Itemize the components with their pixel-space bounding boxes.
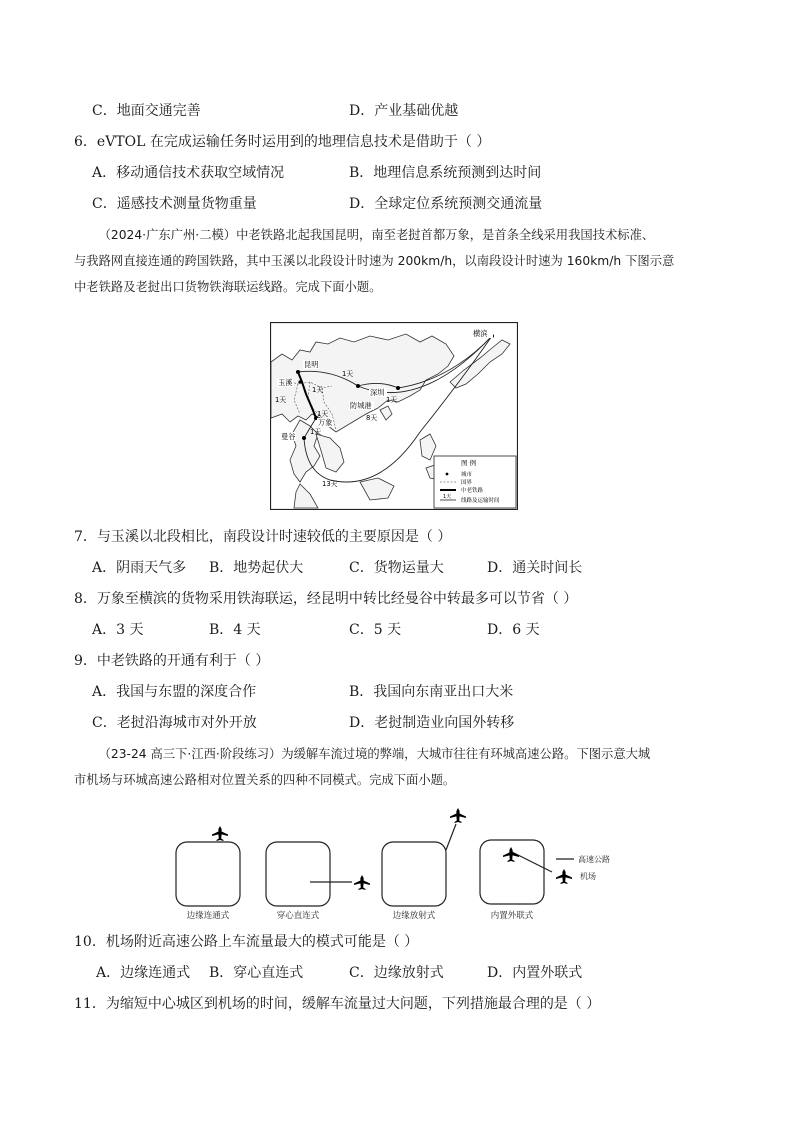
day-label-sea-yokohama: 8天 (366, 414, 378, 422)
q8-option-d: D．6 天 (487, 622, 540, 638)
q7-option-c: C．货物运量大 (349, 560, 444, 576)
q7-option-d: D．通关时间长 (487, 560, 583, 576)
ring-highway-mode-1 (176, 842, 240, 906)
airport-icon-mode-3 (450, 808, 466, 823)
q6-option-d: D．全球定位系统预测交通流量 (349, 196, 543, 212)
day-label-bangkok: 1天 (310, 428, 322, 436)
city-label-bangkok: 曼谷 (281, 432, 296, 441)
day-label-kunming-fcg: 1天 (342, 370, 354, 378)
legend-city: 城市 (461, 472, 473, 478)
legend-route-sample: 1天 (443, 494, 452, 500)
legend-route-time: 线路及运输时间 (461, 498, 500, 504)
passage-2-line-1: （23-24 高三下·江西·阶段练习）为缓解车流过境的弊端，大城市往往有环城高速公路。下图示意大城 (98, 747, 651, 761)
q8-option-a: A．3 天 (92, 622, 144, 638)
day-label-fcg-shenzhen: 1天 (386, 396, 398, 404)
city-label-yokohama: 横滨 (473, 329, 488, 338)
passage-1-line-1: （2024·广东广州·二模）中老铁路北起我国昆明，南至老挝首都万象，是首条全线采用我国技术标准、 (98, 228, 655, 242)
mode-1-label: 边缘连通式 (186, 911, 230, 921)
railway-map (270, 322, 518, 510)
q6-stem: 6．eVTOL 在完成运输任务时运用到的地理信息技术是借助于（ ） (74, 134, 491, 150)
airport-icon-mode-2 (354, 875, 370, 890)
legend-city-symbol (446, 473, 449, 476)
q9-option-c: C．老挝沿海城市对外开放 (92, 715, 257, 731)
q10-stem: 10．机场附近高速公路上车流量最大的模式可能是（ ） (74, 934, 419, 950)
q5-option-d: D．产业基础优越 (349, 103, 459, 119)
airport-icon-mode-1 (212, 826, 228, 841)
q7-option-a: A．阴雨天气多 (92, 560, 187, 576)
mode-2-label: 穿心直连式 (276, 911, 320, 921)
legend-border: 国界 (461, 480, 473, 486)
day-label-vientiane: 1天 (317, 410, 329, 418)
q7-stem: 7．与玉溪以北段相比，南段设计时速较低的主要原因是（ ） (74, 529, 452, 545)
q10-option-b: B．穿心直连式 (209, 965, 304, 981)
q10-option-a: A．边缘连通式 (96, 965, 191, 981)
q8-stem: 8．万象至横滨的货物采用铁海联运，经昆明中转比经曼谷中转最多可以节省（ ） (74, 591, 578, 607)
city-label-fangchenggang: 防城港 (350, 401, 372, 410)
airport-icon-mode-4 (503, 847, 519, 862)
passage-1-line-2: 与我路网直接连通的跨国铁路，其中玉溪以北段设计时速为 200km/h，以南段设计时速为 160km/h 下图示意 (74, 254, 675, 268)
legend-airport-icon (556, 869, 572, 884)
q7-option-b: B．地势起伏大 (209, 560, 304, 576)
legend-railway: 中老铁路 (461, 488, 484, 494)
legend-airport-label: 机场 (580, 872, 596, 881)
mode-3-radial-road (446, 824, 456, 850)
q10-option-d: D．内置外联式 (487, 965, 583, 981)
q10-option-c: C．边缘放射式 (349, 965, 444, 981)
city-label-yuxi: 玉溪 (278, 378, 293, 387)
mode-4-label: 内置外联式 (490, 911, 534, 921)
passage-2 (74, 741, 724, 793)
q6-option-b: B．地理信息系统预测到达时间 (349, 165, 542, 181)
passage-1 (74, 222, 724, 300)
q8-option-b: B．4 天 (209, 622, 261, 638)
q11-stem: 11．为缩短中心城区到机场的时间，缓解车流量过大问题，下列措施最合理的是（ ） (74, 996, 601, 1012)
legend-title: 图 例 (461, 459, 477, 467)
q9-option-a: A．我国与东盟的深度合作 (92, 684, 257, 700)
city-label-kunming: 昆明 (304, 360, 319, 369)
q8-option-c: C．5 天 (349, 622, 402, 638)
q5-option-c: C．地面交通完善 (92, 103, 201, 119)
q9-option-b: B．我国向东南亚出口大米 (349, 684, 514, 700)
city-label-vientiane: 万象 (318, 418, 333, 427)
passage-2-line-2: 市机场与环城高速公路相对位置关系的四种不同模式。完成下面小题。 (74, 773, 456, 787)
mode-4-link-road (512, 852, 552, 872)
q9-stem: 9．中老铁路的开通有利于（ ） (74, 653, 270, 669)
q6-option-a: A．移动通信技术获取空域情况 (92, 165, 285, 181)
airport-modes-figure (170, 800, 630, 926)
mode-3-label: 边缘放射式 (392, 911, 436, 921)
q9-option-d: D．老挝制造业向国外转移 (349, 715, 515, 731)
day-label-left: 1天 (275, 396, 287, 404)
legend-highway-label: 高速公路 (578, 855, 610, 864)
passage-1-line-3: 中老铁路及老挝出口货物铁海联运线路。完成下面小题。 (74, 280, 382, 294)
q6-option-c: C．遥感技术测量货物重量 (92, 196, 257, 212)
map-legend (434, 456, 516, 508)
ring-highway-mode-3 (382, 842, 446, 906)
day-label-yuxi: 1天 (312, 386, 324, 394)
day-label-south-route: 13天 (322, 480, 338, 488)
city-label-shenzhen: 深圳 (370, 388, 385, 397)
ring-highway-mode-2 (266, 842, 330, 906)
